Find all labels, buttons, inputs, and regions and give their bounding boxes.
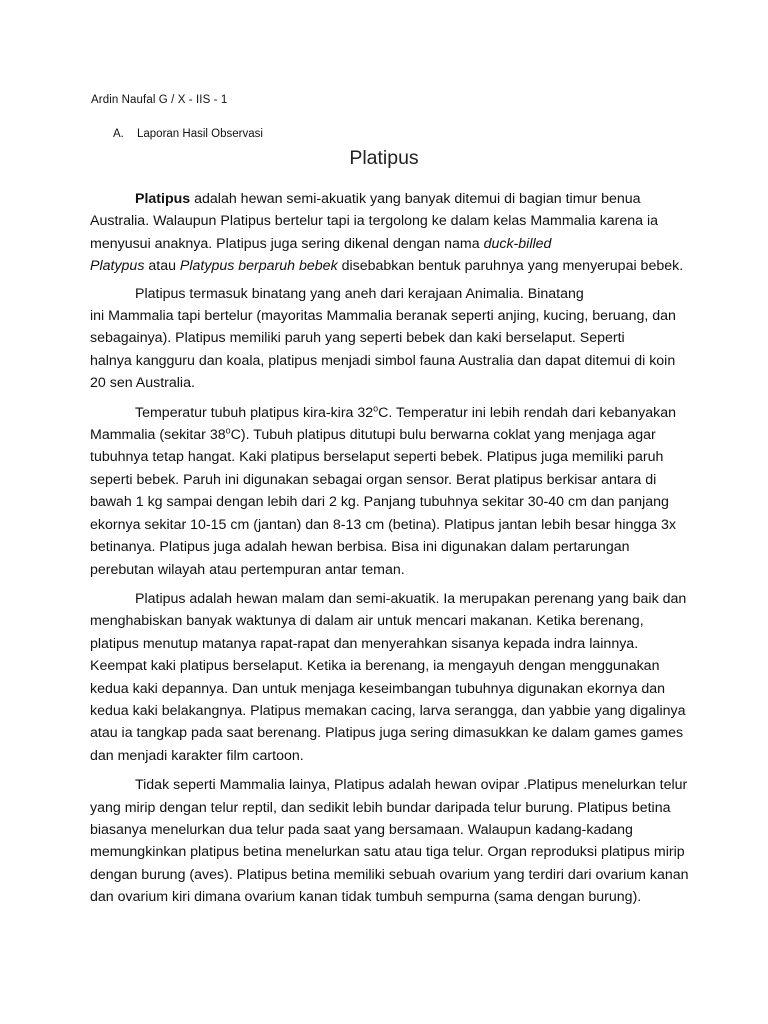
p2-line: Platipus termasuk binatang yang aneh dari kerajaan Animalia. Binatang	[135, 285, 584, 302]
p5-line: memungkinkan platipus betina menelurkan satu atau tiga telur. Organ reproduksi platipus mirip	[90, 844, 685, 861]
p4-line: kedua kaki depannya. Dan untuk menjaga keseimbangan tubuhnya digunakan ekornya dan	[90, 680, 666, 697]
p1-line-4: Platypus atau Platypus berparuh bebek disebabkan bentuk paruhnya yang menyerupai bebek.	[90, 258, 684, 275]
paragraph-4	[90, 588, 687, 767]
p3-line: perebutan wilayah atau pertempuran antar teman.	[90, 561, 405, 578]
p3-line-2: Mammalia (sekitar 38$^o$C). Tubuh platipus ditutupi bulu berwarna coklat yang menjaga agar	[90, 425, 656, 444]
p2-line: halnya kangguru dan koala, platipus menjadi simbol fauna Australia dan dapat ditemui di koin	[90, 352, 676, 369]
p4-line: platipus menutup matanya rapat-rapat dan menyerahkan sisanya kepada indra lainnya.	[90, 635, 639, 652]
p3-line: betinanya. Platipus juga adalah hewan berbisa. Bisa ini digunakan dalam pertarungan	[90, 539, 630, 556]
paragraph-2	[90, 283, 682, 395]
paragraph-1	[90, 188, 682, 278]
p3-line: bawah 1 kg sampai dengan lebih dari 2 kg. Panjang tubuhnya sekitar 30-40 cm dan panjang	[90, 494, 669, 511]
author-line: Ardin Naufal G / X - IIS - 1	[91, 94, 228, 106]
document-body	[90, 188, 689, 916]
p5-line: dan ovarium kiri dimana ovarium kanan tidak tumbuh sempurna (sama dengan burung).	[90, 889, 642, 906]
section-letter: A.	[113, 128, 124, 140]
p3-line: tubuhnya tetap hangat. Kaki platipus berselaput seperti bebek. Platipus juga memiliki paruh	[90, 449, 664, 466]
p4-line: Platipus adalah hewan malam dan semi-akuatik. Ia merupakan perenang yang baik dan	[135, 590, 687, 607]
degree-sign: o	[373, 402, 379, 413]
p3-line: seperti bebek. Paruh ini digunakan sebagai organ sensor. Berat platipus berkisar antara di	[90, 471, 657, 488]
p1-line-3: menyusui anaknya. Platipus juga sering dikenal dengan nama duck-billed	[90, 235, 552, 252]
p1-line-2: Australia. Walaupun Platipus bertelur tapi ia tergolong ke dalam kelas Mammalia karena ia	[90, 213, 659, 230]
p3-line: ekornya sekitar 10-15 cm (jantan) dan 8-13 cm (betina). Platipus jantan lebih besar hingga 3x	[90, 516, 676, 533]
p5-line: yang mirip dengan telur reptil, dan sedikit lebih bundar daripada telur burung. Platipus betina	[90, 799, 671, 816]
section-heading	[113, 128, 263, 140]
p1-line-1: Platipus adalah hewan semi-akuatik yang banyak ditemui di bagian timur benua	[135, 191, 641, 207]
p2-line: ini Mammalia tapi bertelur (mayoritas Mammalia beranak seperti anjing, kucing, beruang, dan	[90, 308, 676, 325]
p4-line: menghabiskan banyak waktunya di dalam air untuk mencari makanan. Ketika berenang,	[90, 613, 644, 630]
paragraph-5	[90, 774, 689, 908]
p5-line: biasanya menelurkan dua telur pada saat yang bersamaan. Walaupun kadang-kadang	[90, 821, 633, 838]
p2-line: 20 sen Australia.	[90, 375, 195, 392]
p1-bold-term: Platipus	[135, 191, 191, 207]
p3-line-1: Temperatur tubuh platipus kira-kira 32$^o$C. Temperatur ini lebih rendah dari kebanyakan	[135, 402, 677, 421]
degree-sign: o	[225, 425, 231, 436]
p4-line: Keempat kaki platipus berselaput. Ketika ia berenang, ia mengayuh dengan menggunakan	[90, 658, 660, 675]
paragraph-3	[90, 402, 682, 581]
p4-line: atau ia tangkap pada saat berenang. Platipus juga sering dimasukkan ke dalam games games	[90, 725, 684, 742]
page-title: Platipus	[349, 147, 419, 169]
p5-line: dengan burung (aves). Platipus betina memiliki sebuah ovarium yang terdiri dari ovarium kanan	[90, 866, 689, 883]
p4-line: kedua kaki belakangnya. Platipus memakan cacing, larva serangga, dan yabbie yang digalinya	[90, 702, 686, 719]
p5-line: Tidak seperti Mammalia lainya, Platipus adalah hewan ovipar .Platipus menelurkan telur	[135, 777, 688, 794]
p4-line: dan menjadi karakter film cartoon.	[90, 747, 304, 764]
section-title: Laporan Hasil Observasi	[137, 128, 263, 140]
p2-line: sebagainya). Platipus memiliki paruh yang seperti bebek dan kaki berselaput. Seperti	[90, 330, 625, 347]
